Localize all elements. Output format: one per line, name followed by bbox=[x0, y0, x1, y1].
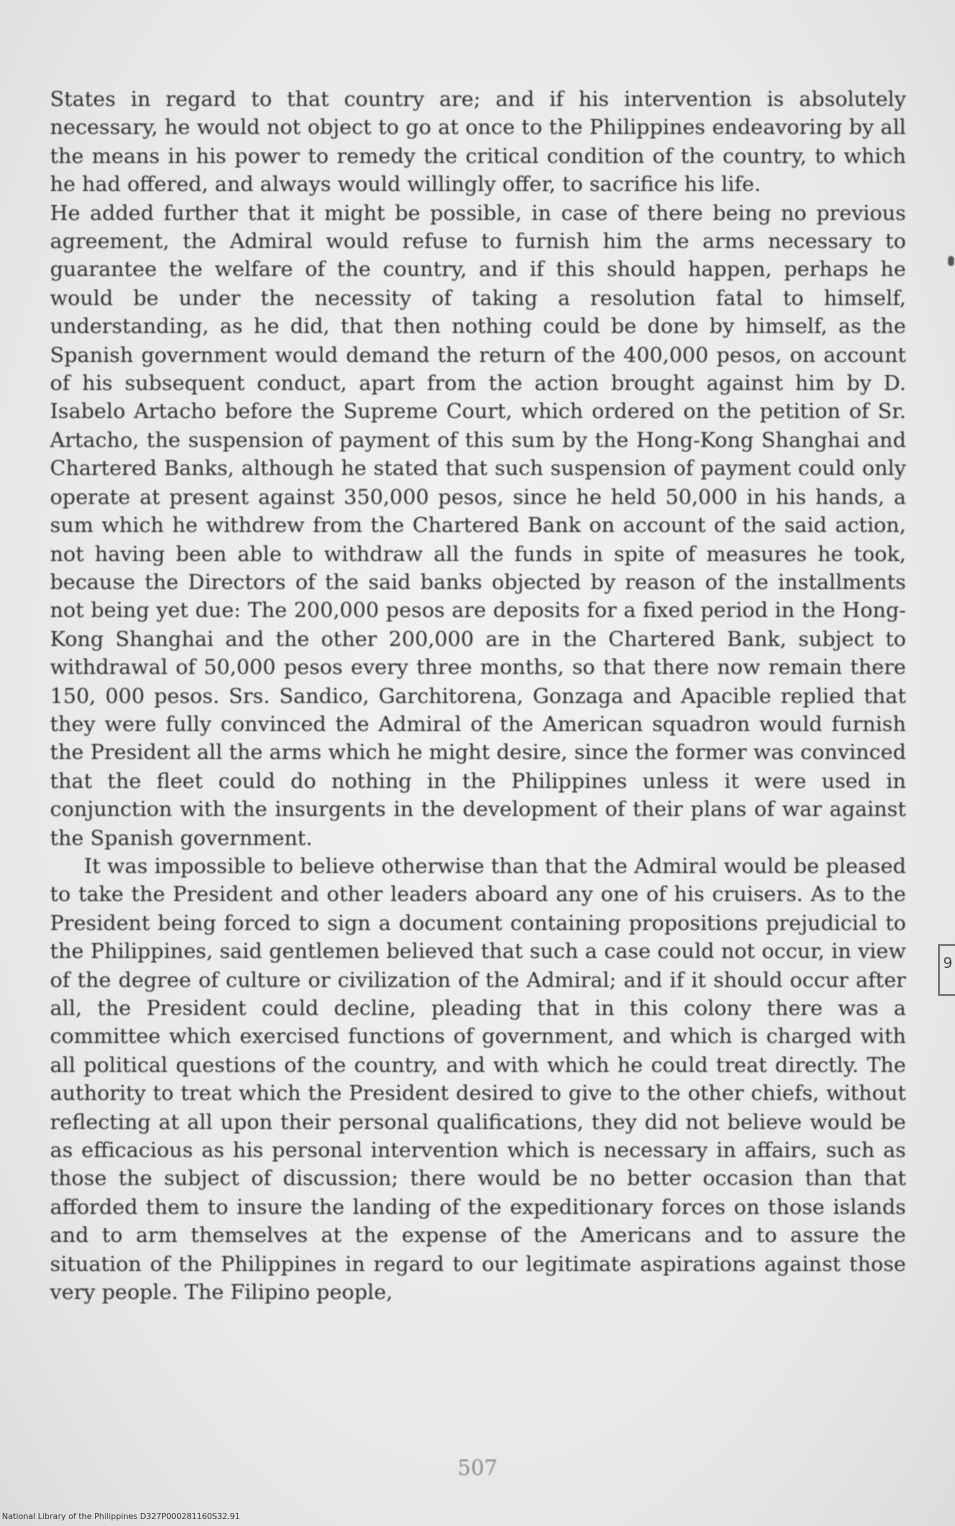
page-number: 507 bbox=[457, 1456, 498, 1480]
document-body bbox=[50, 85, 906, 1306]
margin-mark bbox=[948, 256, 954, 266]
paragraph-2: He added further that it might be possible, in case of there being no previous agreement, the Admiral would refuse to furnish him the arms necessary to guarantee the welfare of the country, and if this should happen, perhaps he would be under the necessity of taking a resolution fatal to himself, understanding, as he did, that then nothing could be done by himself, as the Spanish government would demand the return of the 400,000 pesos, on account of his subsequent conduct, apart from the action brought against him by D. Isabelo Artacho before the Supreme Court, which ordered on the petition of Sr. Artacho, the suspension of payment of this sum by the Hong-Kong Shanghai and Chartered Banks, although he stated that such suspension of payment could only operate at present against 350,000 pesos, since he held 50,000 in his hands, a sum which he withdrew from the Chartered Bank on account of the said action, not having been able to withdraw all the funds in spite of measures he took, because the Directors of the said banks objected by reason of the installments not being yet due: The 200,000 pesos are deposits for a fixed period in the Hong-Kong Shanghai and the other 200,000 are in the Chartered Bank, subject to withdrawal of 50,000 pesos every three months, so that there now remain there 150, 000 pesos. Srs. Sandico, Garchitorena, Gonzaga and Apacible replied that they were fully convinced the Admiral of the American squadron would furnish the President all the arms which he might desire, since the former was convinced that the fleet could do nothing in the Philippines unless it were used in conjunction with the insurgents in the development of their plans of war against the Spanish government. bbox=[50, 200, 906, 850]
footer-credit: National Library of the Philippines D327P000281160S32.91 bbox=[2, 1512, 241, 1521]
paragraph-3: It was impossible to believe otherwise than that the Admiral would be pleased to take the President and other leaders aboard any one of his cruisers. As to the President being forced to sign a document containing propositions prejudicial to the Philippines, said gentlemen believed that such a case could not occur, in view of the degree of culture or civilization of the Admiral; and if it should occur after all, the President could decline, pleading that in this colony there was a committee which exercised functions of government, and which is charged with all political questions of the country, and with which he could treat directly. The authority to treat which the President desired to give to the other chiefs, without reflecting at all upon their personal qualifications, they did not believe would be as efficacious as his personal intervention which is necessary in affairs, such as those the subject of discussion; there would be no better occasion than that afforded them to insure the landing of the expeditionary forces on those islands and to arm themselves at the expense of the Americans and to assure the situation of the Philippines in regard to our legitimate aspirations against those very people. The Filipino people, bbox=[50, 853, 906, 1305]
margin-note-number: 9 bbox=[943, 954, 953, 972]
paragraph-1: States in regard to that country are; and if his intervention is absolutely necessary, he would not object to go at once to the Philippines endeavoring by all the means in his power to remedy the critical condition of the country, to which he had offered, and always would willingly offer, to sacrifice his life. bbox=[50, 87, 906, 197]
